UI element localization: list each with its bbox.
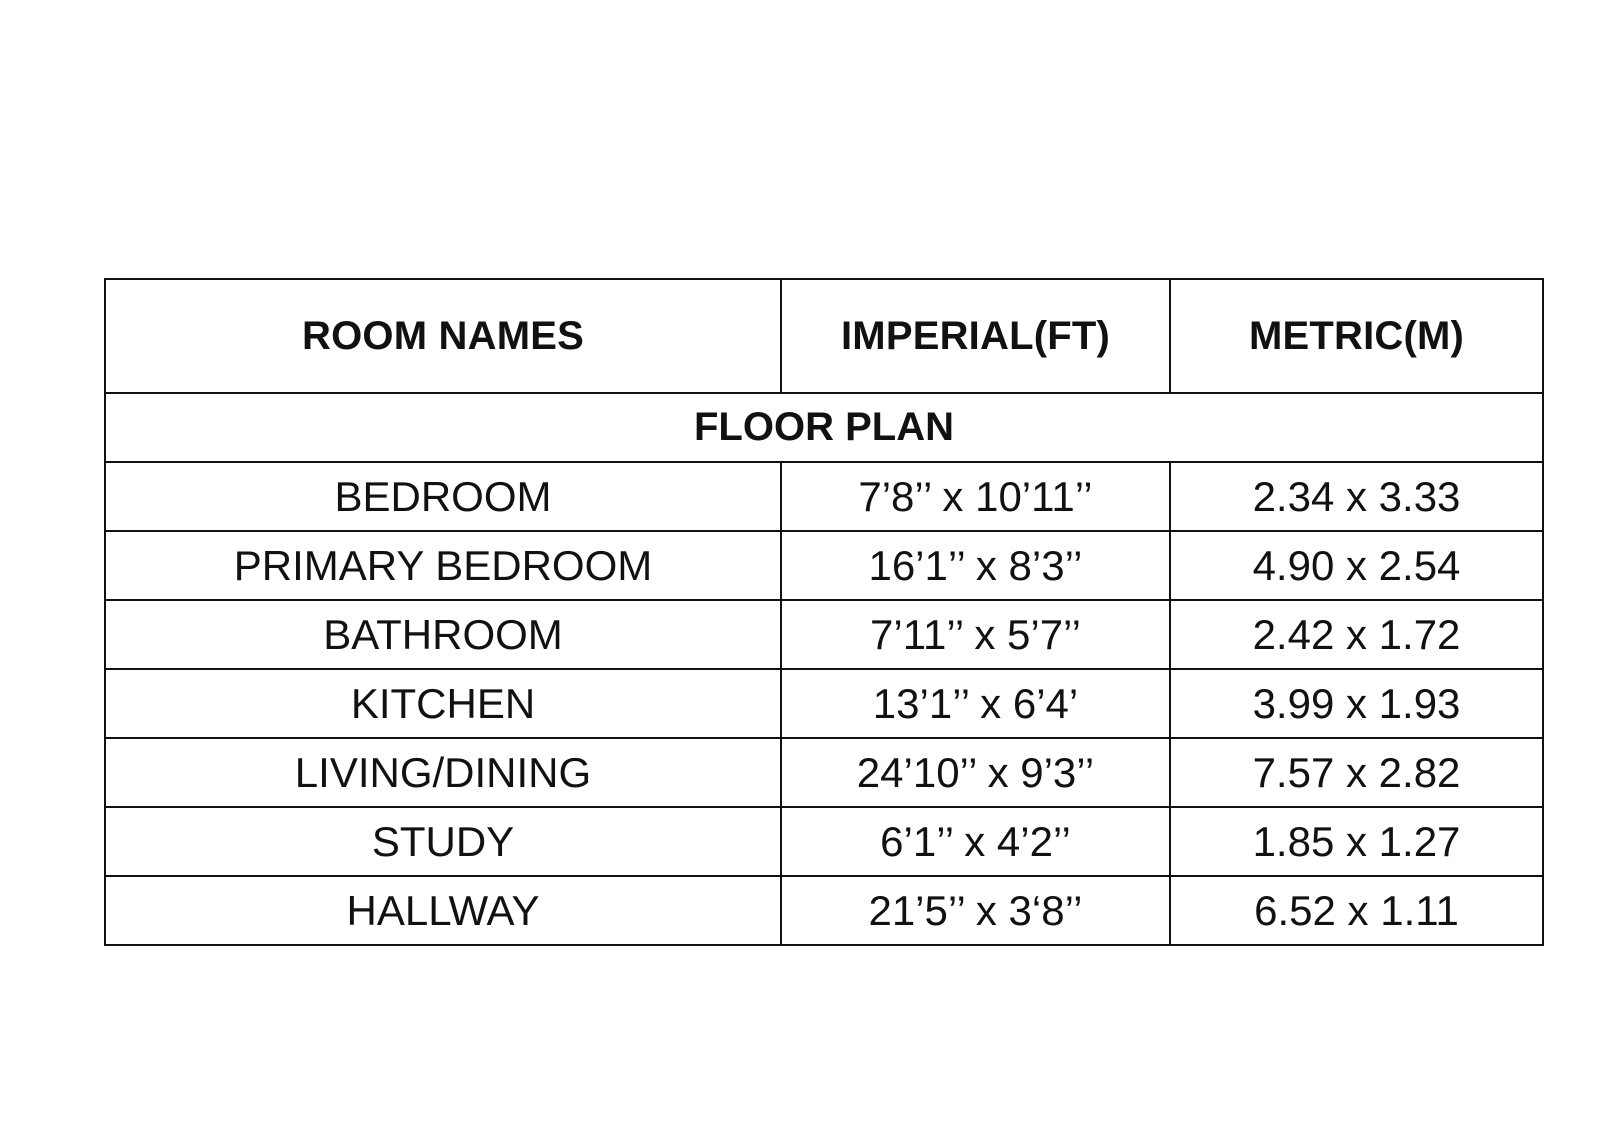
header-room-names: ROOM NAMES: [105, 279, 781, 393]
table-row: [105, 738, 1543, 807]
metric-cell: 1.85 x 1.27: [1170, 807, 1543, 876]
table-row: [105, 600, 1543, 669]
metric-cell: 7.57 x 2.82: [1170, 738, 1543, 807]
imperial-cell: 16’1’’ x 8’3’’: [781, 531, 1170, 600]
room-dimensions-sheet: [104, 278, 1542, 946]
room-name-cell: PRIMARY BEDROOM: [105, 531, 781, 600]
room-name-cell: STUDY: [105, 807, 781, 876]
imperial-cell: 24’10’’ x 9’3’’: [781, 738, 1170, 807]
table-row: [105, 531, 1543, 600]
metric-cell: 6.52 x 1.11: [1170, 876, 1543, 945]
imperial-cell: 13’1’’ x 6’4’: [781, 669, 1170, 738]
table-row: [105, 669, 1543, 738]
room-name-cell: BEDROOM: [105, 462, 781, 531]
room-name-cell: LIVING/DINING: [105, 738, 781, 807]
table-row: [105, 876, 1543, 945]
section-row: [105, 393, 1543, 462]
imperial-cell: 7’11’’ x 5’7’’: [781, 600, 1170, 669]
room-name-cell: HALLWAY: [105, 876, 781, 945]
imperial-cell: 21’5’’ x 3‘8’’: [781, 876, 1170, 945]
header-metric: METRIC(M): [1170, 279, 1543, 393]
imperial-cell: 6’1’’ x 4’2’’: [781, 807, 1170, 876]
header-imperial: IMPERIAL(FT): [781, 279, 1170, 393]
table-row: [105, 462, 1543, 531]
section-title: FLOOR PLAN: [105, 393, 1543, 462]
room-dimensions-table: [104, 278, 1544, 946]
metric-cell: 3.99 x 1.93: [1170, 669, 1543, 738]
room-name-cell: KITCHEN: [105, 669, 781, 738]
table-row: [105, 807, 1543, 876]
imperial-cell: 7’8’’ x 10’11’’: [781, 462, 1170, 531]
metric-cell: 2.34 x 3.33: [1170, 462, 1543, 531]
table-header-row: [105, 279, 1543, 393]
metric-cell: 4.90 x 2.54: [1170, 531, 1543, 600]
room-name-cell: BATHROOM: [105, 600, 781, 669]
metric-cell: 2.42 x 1.72: [1170, 600, 1543, 669]
